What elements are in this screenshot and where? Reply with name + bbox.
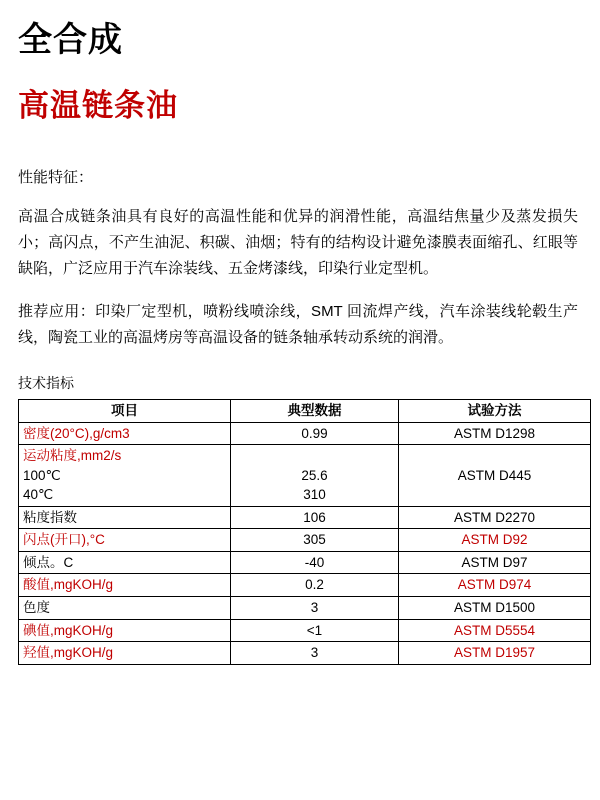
cell-data-sub-1: 25.6 [301,467,328,483]
cell-data: 3 [231,597,399,620]
cell-item: 色度 [19,597,231,620]
table-row [19,619,591,642]
cell-data: 0.2 [231,574,399,597]
header-test-method: 试验方法 [399,399,591,422]
cell-data [231,445,399,507]
cell-item: 碘值,mgKOH/g [19,619,231,642]
performance-paragraph-2: 推荐应用：印染厂定型机，喷粉线喷涂线，SMT 回流焊产线，汽车涂装线轮毂生产线，陶瓷工业的高温烤房等高温设备的链条轴承转动系统的润滑。 [18,303,578,347]
table-row [19,506,591,529]
page-title: 全合成 [18,21,123,59]
cell-method: ASTM D445 [399,445,591,507]
spec-table [18,399,591,665]
cell-item [19,445,231,507]
cell-item-main: 运动粘度,mm2/s [23,448,122,464]
cell-item: 倾点。C [19,551,231,574]
cell-data: 305 [231,529,399,552]
cell-method: ASTM D974 [399,574,591,597]
cell-data: 0.99 [231,422,399,445]
table-row [19,529,591,552]
header-typical-data: 典型数据 [231,399,399,422]
cell-method: ASTM D97 [399,551,591,574]
spec-table-caption: 技术指标 [18,374,74,391]
cell-data-sub-2: 310 [303,487,326,503]
cell-data: <1 [231,619,399,642]
table-row [19,642,591,665]
cell-method: ASTM D2270 [399,506,591,529]
performance-paragraph-1: 高温合成链条油具有良好的高温性能和优异的润滑性能，高温结焦量少及蒸发损失小；高闪点，不产生油泥、积碳、油烟；特有的结构设计避免漆膜表面缩孔、红眼等缺陷，广泛应用于汽车涂装线、五金烤漆线，印染行业定型机。 [18,207,578,277]
table-row [19,445,591,507]
cell-method: ASTM D92 [399,529,591,552]
cell-item: 粘度指数 [19,506,231,529]
table-header-row [19,399,591,422]
cell-method: ASTM D5554 [399,619,591,642]
cell-item: 酸值,mgKOH/g [19,574,231,597]
header-item: 项目 [19,399,231,422]
cell-item: 羟值,mgKOH/g [19,642,231,665]
table-row [19,422,591,445]
table-row [19,597,591,620]
cell-data: 3 [231,642,399,665]
cell-method: ASTM D1957 [399,642,591,665]
cell-item: 闪点(开口),°C [19,529,231,552]
cell-item: 密度(20°C),g/cm3 [19,422,231,445]
cell-data: 106 [231,506,399,529]
table-row [19,574,591,597]
cell-item-sub-2: 40℃ [23,487,54,503]
table-row [19,551,591,574]
cell-method: ASTM D1500 [399,597,591,620]
performance-label: 性能特征： [18,169,94,187]
cell-item-sub-1: 100℃ [23,467,61,483]
page-subtitle: 高温链条油 [18,88,178,124]
cell-data: -40 [231,551,399,574]
cell-method: ASTM D1298 [399,422,591,445]
